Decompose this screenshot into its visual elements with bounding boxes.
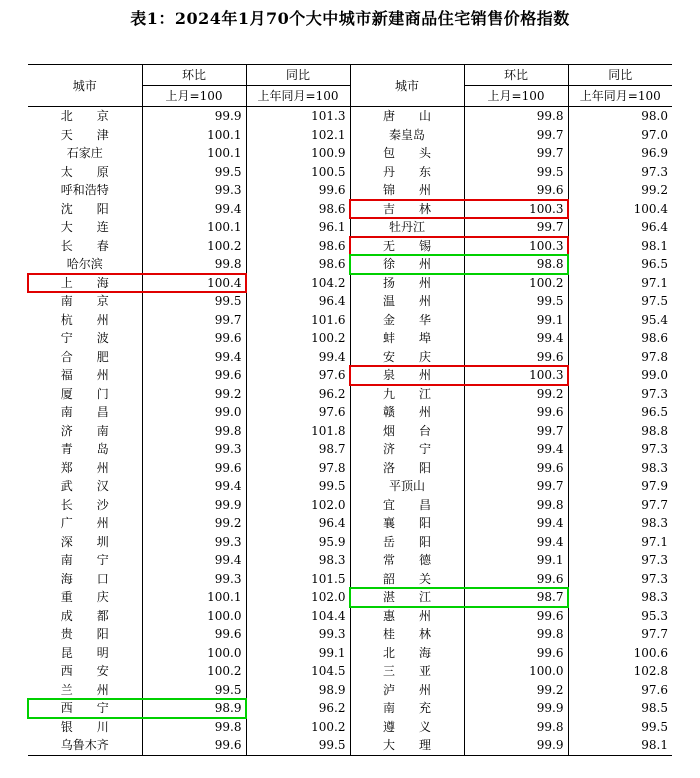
right-city-cell: 赣 州	[350, 403, 464, 422]
right-city-cell: 丹 东	[350, 163, 464, 182]
left-mom-cell: 99.4	[142, 477, 246, 496]
right-yoy-cell: 97.1	[568, 533, 672, 552]
left-mom-cell: 99.6	[142, 366, 246, 385]
left-mom-cell: 99.3	[142, 533, 246, 552]
right-city-cell: 九 江	[350, 385, 464, 404]
table-row	[28, 181, 672, 200]
left-yoy-cell: 97.6	[246, 366, 350, 385]
header-mom-base-right: 上月=100	[464, 86, 568, 107]
right-mom-cell: 99.8	[464, 625, 568, 644]
right-mom-cell: 99.6	[464, 644, 568, 663]
right-mom-cell: 99.7	[464, 144, 568, 163]
right-city-cell: 牡丹江	[350, 218, 464, 237]
header-yoy-base-right: 上年同月=100	[568, 86, 672, 107]
right-mom-cell: 99.8	[464, 718, 568, 737]
left-mom-cell: 99.5	[142, 681, 246, 700]
right-city-cell: 秦皇岛	[350, 126, 464, 145]
right-mom-cell: 99.4	[464, 440, 568, 459]
left-city-cell: 南 昌	[60, 405, 109, 419]
right-city-cell: 吉 林	[350, 200, 464, 219]
right-yoy-cell: 102.8	[568, 662, 672, 681]
right-city-cell: 泸 州	[350, 681, 464, 700]
table-row	[28, 736, 672, 755]
table-row	[28, 329, 672, 348]
right-yoy-cell: 98.3	[568, 514, 672, 533]
table-row	[28, 718, 672, 737]
right-yoy-cell: 97.8	[568, 348, 672, 367]
left-yoy-cell: 95.9	[246, 533, 350, 552]
right-mom-cell: 100.0	[464, 662, 568, 681]
table-row	[28, 440, 672, 459]
left-city-cell: 银 川	[60, 719, 109, 734]
right-mom-cell: 99.9	[464, 699, 568, 718]
left-mom-cell: 99.5	[142, 163, 246, 182]
right-yoy-cell: 97.7	[568, 496, 672, 515]
left-city-cell: 长 春	[60, 238, 109, 253]
table-row	[28, 496, 672, 515]
right-yoy-cell: 97.3	[568, 551, 672, 570]
table-row	[28, 292, 672, 311]
left-city-cell: 上 海	[60, 275, 109, 290]
left-mom-cell: 99.8	[142, 422, 246, 441]
left-city-cell: 武 汉	[60, 479, 109, 493]
left-yoy-cell: 102.1	[246, 126, 350, 145]
left-mom-cell: 99.5	[142, 292, 246, 311]
header-yoy-left: 同比	[246, 65, 350, 86]
table-row	[28, 107, 672, 126]
left-city-cell: 福 州	[60, 368, 109, 382]
left-city-cell: 杭 州	[60, 312, 109, 327]
right-city-cell: 金 华	[350, 311, 464, 330]
left-yoy-cell: 102.0	[246, 496, 350, 515]
table-body	[28, 107, 672, 756]
left-city-cell: 广 州	[60, 516, 109, 530]
left-yoy-cell: 99.3	[246, 625, 350, 644]
table-row	[28, 533, 672, 552]
left-mom-cell: 99.4	[142, 200, 246, 219]
left-city-cell: 沈 阳	[60, 201, 109, 216]
table-row	[28, 274, 672, 293]
left-yoy-cell: 104.5	[246, 662, 350, 681]
right-mom-cell: 100.3	[464, 237, 568, 256]
header-yoy-right: 同比	[568, 65, 672, 86]
right-city-cell: 岳 阳	[350, 533, 464, 552]
left-yoy-cell: 97.8	[246, 459, 350, 478]
right-yoy-cell: 97.5	[568, 292, 672, 311]
left-city-cell: 石家庄	[66, 146, 103, 160]
left-yoy-cell: 99.1	[246, 644, 350, 663]
right-yoy-cell: 99.2	[568, 181, 672, 200]
right-mom-cell: 99.2	[464, 385, 568, 404]
right-yoy-cell: 99.0	[568, 366, 672, 385]
left-yoy-cell: 101.5	[246, 570, 350, 589]
table-row	[28, 126, 672, 145]
table-row	[28, 385, 672, 404]
header-mom-left: 环比	[142, 65, 246, 86]
left-mom-cell: 99.3	[142, 440, 246, 459]
right-yoy-cell: 97.7	[568, 625, 672, 644]
left-city-cell: 哈尔滨	[66, 257, 103, 271]
right-mom-cell: 99.6	[464, 607, 568, 626]
left-city-cell: 深 圳	[60, 534, 109, 549]
right-mom-cell: 99.7	[464, 422, 568, 441]
table-row	[28, 255, 672, 274]
left-mom-cell: 99.4	[142, 348, 246, 367]
left-yoy-cell: 100.2	[246, 329, 350, 348]
left-mom-cell: 100.2	[142, 662, 246, 681]
table-row	[28, 348, 672, 367]
right-yoy-cell: 100.4	[568, 200, 672, 219]
table-row	[28, 644, 672, 663]
left-yoy-cell: 101.6	[246, 311, 350, 330]
right-yoy-cell: 96.4	[568, 218, 672, 237]
price-index-table	[28, 64, 672, 756]
table-row	[28, 144, 672, 163]
left-yoy-cell: 96.1	[246, 218, 350, 237]
left-city-cell: 南 京	[60, 294, 109, 308]
left-mom-cell: 99.6	[142, 459, 246, 478]
left-yoy-cell: 98.6	[246, 237, 350, 256]
right-mom-cell: 99.6	[464, 348, 568, 367]
right-city-cell: 包 头	[350, 144, 464, 163]
right-yoy-cell: 98.3	[568, 588, 672, 607]
right-mom-cell: 99.6	[464, 459, 568, 478]
right-city-cell: 北 海	[350, 644, 464, 663]
left-mom-cell: 99.6	[142, 625, 246, 644]
right-mom-cell: 99.4	[464, 329, 568, 348]
left-city-cell: 南 宁	[60, 553, 109, 567]
right-city-cell: 济 宁	[350, 440, 464, 459]
right-mom-cell: 99.4	[464, 533, 568, 552]
left-mom-cell: 100.0	[142, 607, 246, 626]
right-mom-cell: 99.5	[464, 292, 568, 311]
right-mom-cell: 99.9	[464, 736, 568, 755]
left-city-cell: 合 肥	[60, 349, 109, 364]
header-yoy-base-left: 上年同月=100	[246, 86, 350, 107]
table-row	[28, 699, 672, 718]
right-mom-cell: 99.1	[464, 551, 568, 570]
left-mom-cell: 99.9	[142, 107, 246, 126]
left-mom-cell: 100.1	[142, 126, 246, 145]
right-yoy-cell: 95.4	[568, 311, 672, 330]
right-mom-cell: 99.1	[464, 311, 568, 330]
right-city-cell: 徐 州	[350, 255, 464, 274]
right-city-cell: 韶 关	[350, 570, 464, 589]
right-mom-cell: 99.7	[464, 218, 568, 237]
right-yoy-cell: 95.3	[568, 607, 672, 626]
left-yoy-cell: 104.4	[246, 607, 350, 626]
table-row	[28, 662, 672, 681]
right-mom-cell: 99.6	[464, 181, 568, 200]
left-yoy-cell: 99.5	[246, 736, 350, 755]
left-yoy-cell: 99.6	[246, 181, 350, 200]
left-yoy-cell: 96.2	[246, 385, 350, 404]
left-mom-cell: 99.3	[142, 570, 246, 589]
right-mom-cell: 100.3	[464, 200, 568, 219]
table-row	[28, 200, 672, 219]
table-row	[28, 237, 672, 256]
left-yoy-cell: 98.9	[246, 681, 350, 700]
left-yoy-cell: 100.2	[246, 718, 350, 737]
table-row	[28, 551, 672, 570]
left-mom-cell: 100.1	[142, 588, 246, 607]
left-mom-cell: 98.9	[142, 699, 246, 718]
left-mom-cell: 99.7	[142, 311, 246, 330]
left-yoy-cell: 97.6	[246, 403, 350, 422]
table-row	[28, 588, 672, 607]
table-row	[28, 218, 672, 237]
left-city-cell: 乌鲁木齐	[28, 736, 142, 755]
left-city-cell: 宁 波	[60, 331, 109, 345]
right-city-cell: 襄 阳	[350, 514, 464, 533]
right-mom-cell: 99.7	[464, 126, 568, 145]
right-city-cell: 安 庆	[350, 348, 464, 367]
left-city-cell: 郑 州	[60, 460, 109, 475]
right-mom-cell: 99.8	[464, 107, 568, 126]
table-row	[28, 514, 672, 533]
right-mom-cell: 99.5	[464, 163, 568, 182]
header-city-left: 城市	[28, 65, 142, 107]
right-mom-cell: 99.4	[464, 514, 568, 533]
left-city-cell: 贵 阳	[60, 627, 109, 641]
right-yoy-cell: 96.5	[568, 255, 672, 274]
right-yoy-cell: 97.3	[568, 385, 672, 404]
left-mom-cell: 99.6	[142, 329, 246, 348]
left-mom-cell: 99.2	[142, 514, 246, 533]
right-city-cell: 惠 州	[350, 607, 464, 626]
right-city-cell: 烟 台	[350, 422, 464, 441]
left-mom-cell: 99.8	[142, 718, 246, 737]
right-yoy-cell: 98.5	[568, 699, 672, 718]
right-city-cell: 三 亚	[350, 662, 464, 681]
right-yoy-cell: 97.0	[568, 126, 672, 145]
right-mom-cell: 98.7	[464, 588, 568, 607]
left-yoy-cell: 100.5	[246, 163, 350, 182]
right-city-cell: 常 德	[350, 551, 464, 570]
right-city-cell: 唐 山	[350, 107, 464, 126]
table-row	[28, 459, 672, 478]
left-mom-cell: 100.1	[142, 144, 246, 163]
right-yoy-cell: 100.6	[568, 644, 672, 663]
right-city-cell: 温 州	[350, 292, 464, 311]
right-yoy-cell: 97.3	[568, 163, 672, 182]
left-city-cell: 西 安	[60, 664, 109, 678]
left-city-cell: 厦 门	[60, 386, 109, 401]
left-city-cell: 长 沙	[60, 497, 109, 512]
left-city-cell: 昆 明	[60, 645, 109, 660]
left-mom-cell: 99.4	[142, 551, 246, 570]
left-city-cell: 北 京	[60, 109, 109, 123]
right-yoy-cell: 98.6	[568, 329, 672, 348]
right-city-cell: 南 充	[350, 699, 464, 718]
right-yoy-cell: 97.6	[568, 681, 672, 700]
left-yoy-cell: 96.4	[246, 292, 350, 311]
right-mom-cell: 99.6	[464, 570, 568, 589]
right-city-cell: 平顶山	[350, 477, 464, 496]
header-mom-right: 环比	[464, 65, 568, 86]
left-city-cell: 大 连	[60, 220, 109, 234]
header-city-right: 城市	[350, 65, 464, 107]
table-row	[28, 403, 672, 422]
left-yoy-cell: 101.8	[246, 422, 350, 441]
right-yoy-cell: 96.9	[568, 144, 672, 163]
right-yoy-cell: 97.3	[568, 440, 672, 459]
left-yoy-cell: 99.4	[246, 348, 350, 367]
left-yoy-cell: 100.9	[246, 144, 350, 163]
right-mom-cell: 100.3	[464, 366, 568, 385]
left-city-cell: 成 都	[60, 608, 109, 623]
left-city-cell: 西 宁	[60, 701, 109, 715]
header-mom-base-left: 上月=100	[142, 86, 246, 107]
left-yoy-cell: 98.7	[246, 440, 350, 459]
left-mom-cell: 99.0	[142, 403, 246, 422]
table-row	[28, 163, 672, 182]
left-yoy-cell: 98.6	[246, 200, 350, 219]
right-mom-cell: 100.2	[464, 274, 568, 293]
left-yoy-cell: 98.6	[246, 255, 350, 274]
left-mom-cell: 100.2	[142, 237, 246, 256]
right-city-cell: 扬 州	[350, 274, 464, 293]
right-yoy-cell: 99.5	[568, 718, 672, 737]
left-mom-cell: 100.4	[142, 274, 246, 293]
right-yoy-cell: 96.5	[568, 403, 672, 422]
left-city-cell: 重 庆	[60, 590, 109, 604]
left-yoy-cell: 96.2	[246, 699, 350, 718]
right-yoy-cell: 97.9	[568, 477, 672, 496]
right-city-cell: 锦 州	[350, 181, 464, 200]
left-yoy-cell: 102.0	[246, 588, 350, 607]
table-row	[28, 366, 672, 385]
left-city-cell: 天 津	[60, 127, 109, 142]
table-row	[28, 607, 672, 626]
left-mom-cell: 99.9	[142, 496, 246, 515]
right-yoy-cell: 98.0	[568, 107, 672, 126]
left-yoy-cell: 104.2	[246, 274, 350, 293]
left-mom-cell: 100.1	[142, 218, 246, 237]
right-mom-cell: 99.2	[464, 681, 568, 700]
right-city-cell: 湛 江	[350, 588, 464, 607]
right-yoy-cell: 97.3	[568, 570, 672, 589]
table-title: 表1：2024年1月70个大中城市新建商品住宅销售价格指数	[130, 9, 570, 28]
right-city-cell: 蚌 埠	[350, 329, 464, 348]
left-mom-cell: 99.6	[142, 736, 246, 755]
left-city-cell: 海 口	[60, 571, 109, 586]
right-city-cell: 无 锡	[350, 237, 464, 256]
right-mom-cell: 99.6	[464, 403, 568, 422]
left-mom-cell: 100.0	[142, 644, 246, 663]
left-yoy-cell: 96.4	[246, 514, 350, 533]
right-city-cell: 宜 昌	[350, 496, 464, 515]
table-row	[28, 422, 672, 441]
right-city-cell: 大 理	[350, 736, 464, 755]
right-yoy-cell: 98.1	[568, 736, 672, 755]
right-yoy-cell: 97.1	[568, 274, 672, 293]
table-row	[28, 477, 672, 496]
right-mom-cell: 99.8	[464, 496, 568, 515]
left-mom-cell: 99.3	[142, 181, 246, 200]
left-yoy-cell: 99.5	[246, 477, 350, 496]
table-row	[28, 625, 672, 644]
right-city-cell: 遵 义	[350, 718, 464, 737]
table-row	[28, 570, 672, 589]
right-mom-cell: 99.7	[464, 477, 568, 496]
left-mom-cell: 99.2	[142, 385, 246, 404]
left-city-cell: 青 岛	[60, 442, 109, 456]
left-yoy-cell: 98.3	[246, 551, 350, 570]
right-city-cell: 洛 阳	[350, 459, 464, 478]
right-city-cell: 桂 林	[350, 625, 464, 644]
left-city-cell: 呼和浩特	[60, 183, 109, 197]
table-row	[28, 681, 672, 700]
table-row	[28, 311, 672, 330]
left-city-cell: 兰 州	[60, 682, 109, 697]
right-yoy-cell: 98.3	[568, 459, 672, 478]
left-city-cell: 济 南	[60, 423, 109, 438]
right-city-cell: 泉 州	[350, 366, 464, 385]
right-mom-cell: 98.8	[464, 255, 568, 274]
left-yoy-cell: 101.3	[246, 107, 350, 126]
left-city-cell: 太 原	[60, 164, 109, 179]
right-yoy-cell: 98.8	[568, 422, 672, 441]
left-mom-cell: 99.8	[142, 255, 246, 274]
right-yoy-cell: 98.1	[568, 237, 672, 256]
